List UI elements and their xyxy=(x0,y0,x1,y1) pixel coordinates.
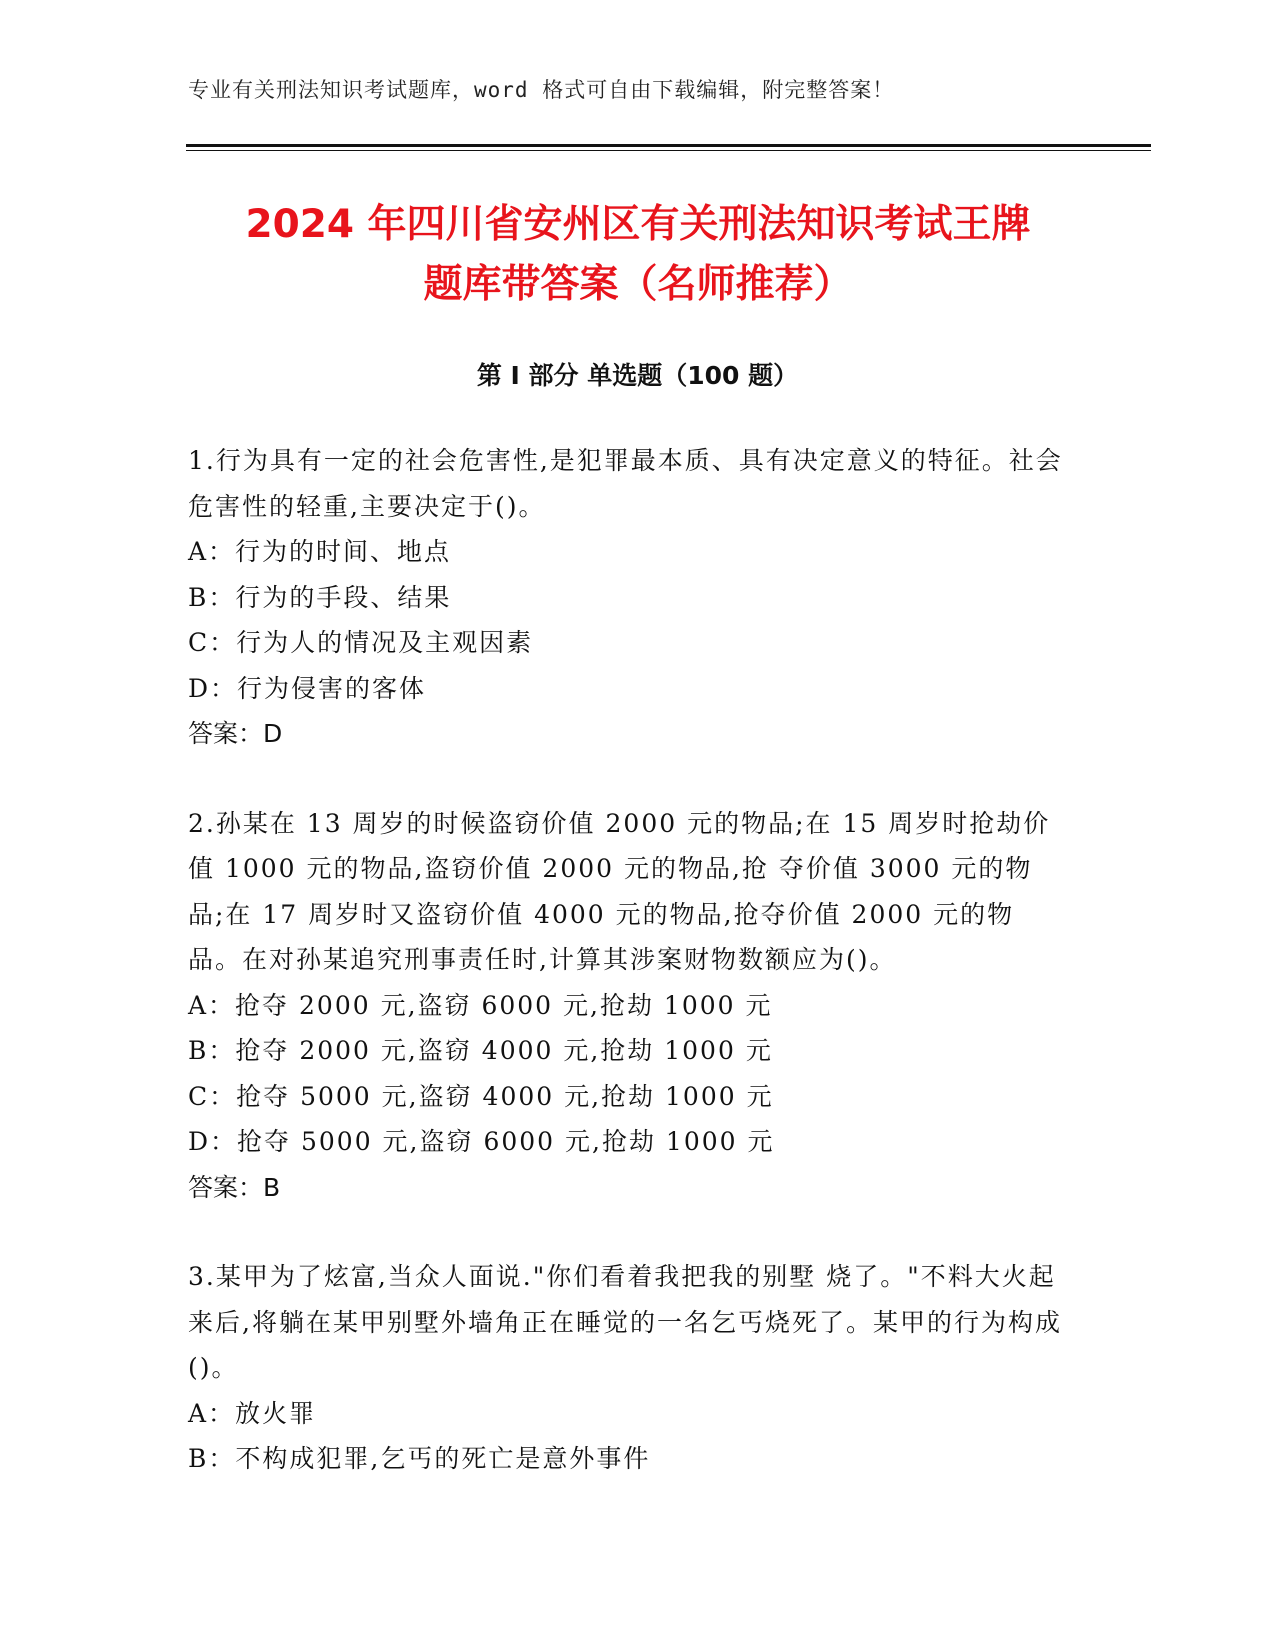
question-option-d: D：行为侵害的客体 xyxy=(188,673,427,703)
question-option-d: D：抢夺 5000 元,盗窃 6000 元,抢劫 1000 元 xyxy=(188,1127,775,1156)
section-title: 第 I 部分 单选题（100 题） xyxy=(476,361,799,390)
document-title-line-2: 题库带答案（名师推荐） xyxy=(423,262,853,307)
page-header-note: 专业有关刑法知识考试题库，word 格式可自由下载编辑，附完整答案！ xyxy=(188,78,895,102)
question-option-c: C：行为人的情况及主观因素 xyxy=(188,628,534,657)
question-option-b: B：不构成犯罪,乞丐的死亡是意外事件 xyxy=(188,1444,651,1473)
question-stem: 2.孙某在 13 周岁的时候盗窃价值 2000 元的物品;在 15 周岁时抢劫价值 1000 元的物品,盗窃价值 2000 元的物品,抢 夺价值 3000 元的物品;在 17 周岁时又盗窃价值 4000 元的物品,抢夺价值 2000 元的物品。在对孙某追究刑事责任时,计算其涉案财物数额应为()。 xyxy=(188,808,1051,974)
question-list xyxy=(188,438,1068,1526)
question-option-b: B：行为的手段、结果 xyxy=(188,582,452,612)
header-rule-thick xyxy=(186,144,1151,147)
question-answer: 答案：B xyxy=(188,1172,281,1202)
question-stem: 3.某甲为了炫富,当众人面说."你们看着我把我的别墅 烧了。"不料大火起来后,将躺在某甲别墅外墙角正在睡觉的一名乞丐烧死了。某甲的行为构成()。 xyxy=(188,1262,1062,1382)
question-option-a: A：行为的时间、地点 xyxy=(188,537,452,566)
question-option-b: B：抢夺 2000 元,盗窃 4000 元,抢劫 1000 元 xyxy=(188,1036,773,1065)
question-option-a: A：抢夺 2000 元,盗窃 6000 元,抢劫 1000 元 xyxy=(188,990,773,1020)
question-answer: 答案：D xyxy=(188,719,283,748)
question-option-a: A：放火罪 xyxy=(188,1398,317,1428)
question-1 xyxy=(188,438,1068,757)
question-2 xyxy=(188,801,1068,1211)
question-option-c: C：抢夺 5000 元,盗窃 4000 元,抢劫 1000 元 xyxy=(188,1081,774,1111)
question-3 xyxy=(188,1254,1068,1482)
question-stem: 1.行为具有一定的社会危害性,是犯罪最本质、具有决定意义的特征。社会危害性的轻重,主要决定于()。 xyxy=(188,446,1063,521)
header-rule-thin xyxy=(186,150,1151,151)
document-title xyxy=(160,195,1116,315)
document-title-line-1: 2024 年四川省安州区有关刑法知识考试王牌 xyxy=(245,202,1031,247)
